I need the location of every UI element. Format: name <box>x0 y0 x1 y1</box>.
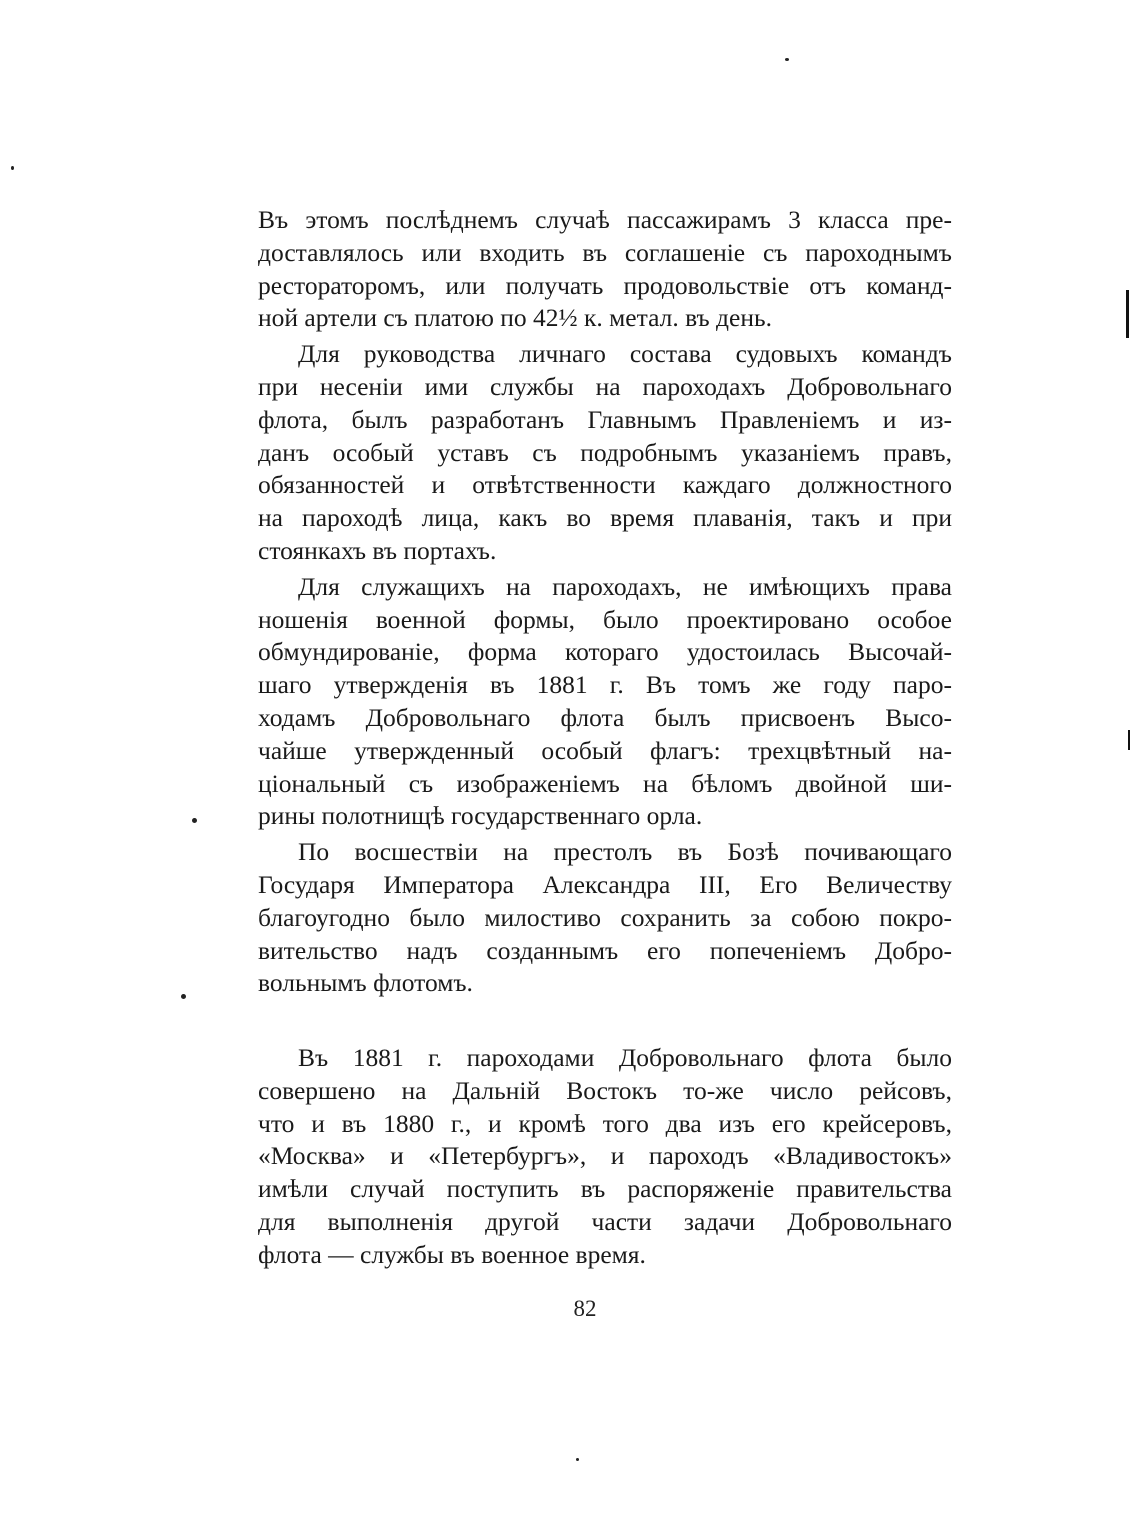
text-line: вольнымъ флотомъ. <box>258 968 473 998</box>
text-line: при несеніи ими службы на пароходахъ Добровольнаго <box>258 371 952 401</box>
text-line: ходамъ Добровольнаго флота былъ присвоенъ Высо- <box>258 702 952 732</box>
scan-speck <box>192 818 197 823</box>
text-line: Для руководства личнаго состава судовыхъ командъ <box>298 339 952 369</box>
text-line: Государя Императора Александра III, Его Величеству <box>258 869 952 899</box>
text-line: ной артели съ платою по 42½ к. метал. въ день. <box>258 303 772 333</box>
scan-speck <box>576 1458 579 1461</box>
text-block-upper <box>258 204 952 1000</box>
scan-speck <box>181 994 186 999</box>
text-line: стоянкахъ въ портахъ. <box>258 535 497 565</box>
paragraph <box>258 204 952 335</box>
text-line: данъ особый уставъ съ подробнымъ указаніемъ правъ, <box>258 437 952 467</box>
text-line: что и въ 1880 г., и кромѣ того два изъ его крейсеровъ, <box>258 1108 952 1138</box>
text-line: рестораторомъ, или получать продовольствіе отъ команд- <box>258 270 952 300</box>
text-line: обмундированіе, форма котораго удостоилась Высочай- <box>258 637 952 667</box>
text-line: флота, былъ разработанъ Главнымъ Правленіемъ и из- <box>258 404 952 434</box>
text-line: на пароходѣ лица, какъ во время плаванія, такъ и при <box>258 503 952 533</box>
text-line: «Москва» и «Петербургъ», и пароходъ «Владивостокъ» <box>258 1141 952 1171</box>
text-line: обязанностей и отвѣтственности каждаго должностного <box>258 470 952 500</box>
text-block-lower <box>258 1042 952 1272</box>
text-line: рины полотнищѣ государственнаго орла. <box>258 801 703 831</box>
text-line: вительство надъ созданнымъ его попеченіемъ Добро- <box>258 935 952 965</box>
text-line: Въ этомъ послѣднемъ случаѣ пассажирамъ 3 класса пре- <box>258 205 952 234</box>
paragraph <box>258 836 952 1000</box>
text-line: совершено на Дальній Востокъ то-же число рейсовъ, <box>258 1075 952 1105</box>
text-line: Для служащихъ на пароходахъ, не имѣющихъ права <box>298 571 952 601</box>
text-line: благоугодно было милостиво сохранить за собою покро- <box>258 902 952 932</box>
paragraph <box>258 1042 952 1272</box>
text-line: для выполненія другой части задачи Добровольнаго <box>258 1206 952 1236</box>
text-line: чайше утвержденный особый флагъ: трехцвѣтный на- <box>258 735 952 765</box>
text-line: доставлялось или входить въ соглашеніе съ пароходнымъ <box>258 237 952 267</box>
scan-speck <box>785 58 789 61</box>
text-line: По восшествіи на престолъ въ Бозѣ почивающаго <box>298 837 952 867</box>
page-number: 82 <box>573 1296 597 1321</box>
scan-edge-mark <box>1126 290 1129 338</box>
scan-edge-mark <box>1128 730 1130 750</box>
text-line: ціональный съ изображеніемъ на бѣломъ двойной ши- <box>258 768 952 798</box>
text-line: ношенія военной формы, было проектировано особое <box>258 604 952 634</box>
paragraph <box>258 338 952 568</box>
text-line: имѣли случай поступить въ распоряженіе правительства <box>258 1174 952 1204</box>
paragraph <box>258 571 952 833</box>
text-line: Въ 1881 г. пароходами Добровольнаго флота было <box>298 1043 952 1072</box>
scan-speck <box>11 166 14 170</box>
text-line: флота — службы въ военное время. <box>258 1239 646 1269</box>
text-line: шаго утвержденія въ 1881 г. Въ томъ же году паро- <box>258 670 952 700</box>
